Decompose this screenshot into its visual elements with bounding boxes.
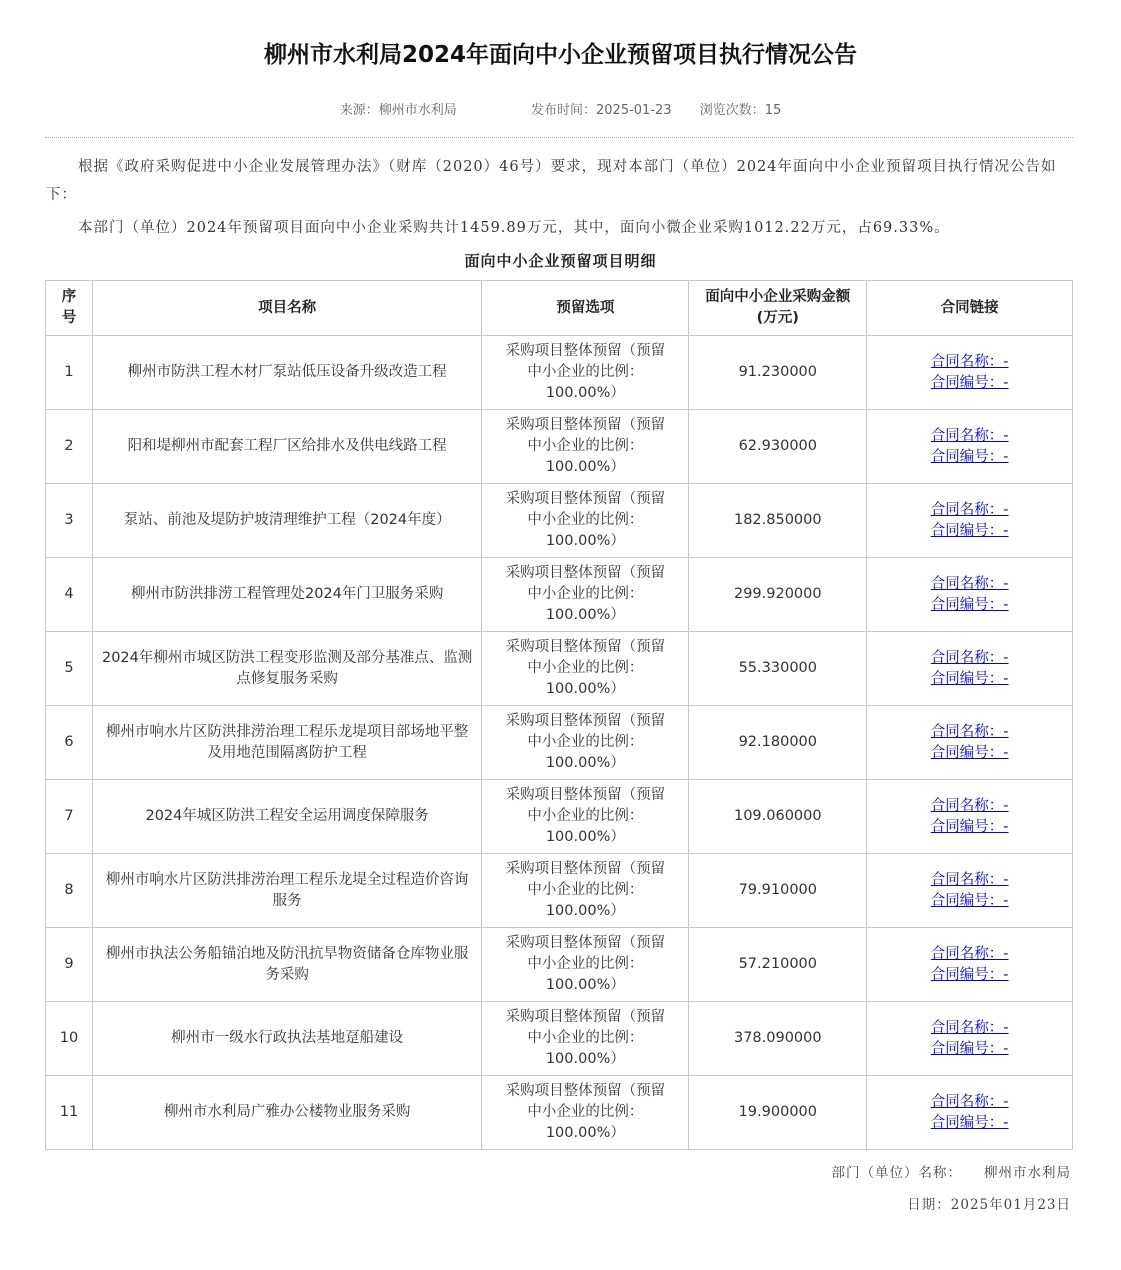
department-signature (832, 1161, 1072, 1181)
row-number: 11 (46, 1076, 93, 1150)
contract-links (867, 706, 1073, 780)
row-number: 3 (46, 484, 93, 558)
publish-time: 发布时间：2025-01-23 (531, 103, 672, 118)
reserve-option-text: 采购项目整体预留（预留中小企业的比例：100.00%） (505, 1083, 666, 1141)
table-row (46, 928, 1073, 1002)
reserve-option-text: 采购项目整体预留（预留中小企业的比例：100.00%） (505, 343, 666, 401)
reserve-option (482, 706, 689, 780)
project-name: 柳州市响水片区防洪排涝治理工程乐龙堤全过程造价咨询服务 (92, 854, 481, 928)
contract-name-link[interactable]: 合同名称：- (930, 723, 1009, 740)
contract-name-link[interactable]: 合同名称：- (930, 1019, 1009, 1036)
contract-name-link[interactable]: 合同名称：- (930, 427, 1009, 444)
contract-links (867, 484, 1073, 558)
contract-number-link[interactable]: 合同编号：- (930, 818, 1009, 835)
contract-number-link[interactable]: 合同编号：- (930, 1114, 1009, 1131)
summary-paragraph: 本部门（单位）2024年预留项目面向中小企业采购共计1459.89万元，其中，面向小微企业采购1012.22万元，占69.33%。 (78, 220, 950, 236)
row-number: 6 (46, 706, 93, 780)
contract-number-link[interactable]: 合同编号：- (930, 374, 1009, 391)
reserve-option (482, 558, 689, 632)
project-name: 柳州市防洪工程木材厂泵站低压设备升级改造工程 (92, 336, 481, 410)
amount: 109.060000 (689, 780, 867, 854)
amount: 182.850000 (689, 484, 867, 558)
contract-name-link[interactable]: 合同名称：- (930, 945, 1009, 962)
contract-links (867, 1076, 1073, 1150)
signature-date: 日期：2025年01月23日 (907, 1197, 1071, 1213)
contract-number-link[interactable]: 合同编号：- (930, 744, 1009, 761)
amount: 378.090000 (689, 1002, 867, 1076)
row-number: 5 (46, 632, 93, 706)
view-count: 浏览次数：15 (699, 103, 782, 118)
reserve-option (482, 780, 689, 854)
project-detail-table (45, 280, 1073, 1150)
amount: 92.180000 (689, 706, 867, 780)
contract-links (867, 928, 1073, 1002)
table-header-row (46, 281, 1073, 336)
header-amount (689, 281, 867, 336)
header-amount-label: 面向中小企业采购金额(万元) (705, 289, 851, 326)
table-row (46, 558, 1073, 632)
reserve-option (482, 336, 689, 410)
reserve-option (482, 1002, 689, 1076)
contract-name-link[interactable]: 合同名称：- (930, 797, 1009, 814)
amount: 299.920000 (689, 558, 867, 632)
project-name: 柳州市防洪排涝工程管理处2024年门卫服务采购 (92, 558, 481, 632)
header-no-label: 序号 (61, 289, 77, 326)
header-reserve-option: 预留选项 (482, 281, 689, 336)
department-label: 部门（单位）名称： (831, 1165, 962, 1181)
contract-number-link[interactable]: 合同编号：- (930, 448, 1009, 465)
intro-paragraph: 根据《政府采购促进中小企业发展管理办法》（财库（2020）46号）要求，现对本部门（单位）2024年面向中小企业预留项目执行情况公告如下： (46, 159, 1057, 203)
header-project-name: 项目名称 (92, 281, 481, 336)
row-number: 7 (46, 780, 93, 854)
row-number: 4 (46, 558, 93, 632)
project-name: 柳州市响水片区防洪排涝治理工程乐龙堤项目部场地平整及用地范围隔离防护工程 (92, 706, 481, 780)
row-number: 2 (46, 410, 93, 484)
reserve-option-text: 采购项目整体预留（预留中小企业的比例：100.00%） (505, 417, 666, 475)
table-row (46, 780, 1073, 854)
table-caption: 面向中小企业预留项目明细 (464, 252, 657, 270)
contract-links (867, 1002, 1073, 1076)
reserve-option-text: 采购项目整体预留（预留中小企业的比例：100.00%） (505, 935, 666, 993)
contract-links (867, 854, 1073, 928)
header-no (46, 281, 93, 336)
header-contract-link: 合同链接 (867, 281, 1073, 336)
row-number: 1 (46, 336, 93, 410)
project-name: 阳和堤柳州市配套工程厂区给排水及供电线路工程 (92, 410, 481, 484)
contract-links (867, 410, 1073, 484)
table-row (46, 336, 1073, 410)
project-name: 泵站、前池及堤防护坡清理维护工程（2024年度） (92, 484, 481, 558)
department-value: 柳州市水利局 (984, 1165, 1071, 1181)
row-number: 10 (46, 1002, 93, 1076)
reserve-option-text: 采购项目整体预留（预留中小企业的比例：100.00%） (505, 565, 666, 623)
contract-name-link[interactable]: 合同名称：- (930, 871, 1009, 888)
reserve-option (482, 484, 689, 558)
divider (45, 137, 1073, 138)
contract-number-link[interactable]: 合同编号：- (930, 1040, 1009, 1057)
reserve-option-text: 采购项目整体预留（预留中小企业的比例：100.00%） (505, 861, 666, 919)
contract-links (867, 336, 1073, 410)
reserve-option-text: 采购项目整体预留（预留中小企业的比例：100.00%） (505, 491, 666, 549)
project-name: 2024年城区防洪工程安全运用调度保障服务 (92, 780, 481, 854)
reserve-option-text: 采购项目整体预留（预留中小企业的比例：100.00%） (505, 787, 666, 845)
contract-links (867, 632, 1073, 706)
contract-number-link[interactable]: 合同编号：- (930, 966, 1009, 983)
contract-number-link[interactable]: 合同编号：- (930, 892, 1009, 909)
reserve-option-text: 采购项目整体预留（预留中小企业的比例：100.00%） (505, 1009, 666, 1067)
amount: 19.900000 (689, 1076, 867, 1150)
table-row (46, 410, 1073, 484)
table-row (46, 854, 1073, 928)
contract-links (867, 780, 1073, 854)
project-name: 柳州市执法公务船锚泊地及防汛抗旱物资储备仓库物业服务采购 (92, 928, 481, 1002)
row-number: 9 (46, 928, 93, 1002)
amount: 57.210000 (689, 928, 867, 1002)
reserve-option (482, 928, 689, 1002)
project-name: 柳州市水利局广雅办公楼物业服务采购 (92, 1076, 481, 1150)
table-row (46, 706, 1073, 780)
reserve-option (482, 854, 689, 928)
contract-links (867, 558, 1073, 632)
amount: 79.910000 (689, 854, 867, 928)
source-label: 来源：柳州市水利局 (339, 103, 457, 118)
project-name: 柳州市一级水行政执法基地趸船建设 (92, 1002, 481, 1076)
amount: 62.930000 (689, 410, 867, 484)
reserve-option (482, 410, 689, 484)
amount: 91.230000 (689, 336, 867, 410)
project-name: 2024年柳州市城区防洪工程变形监测及部分基准点、监测点修复服务采购 (92, 632, 481, 706)
reserve-option-text: 采购项目整体预留（预留中小企业的比例：100.00%） (505, 713, 666, 771)
page-title: 柳州市水利局2024年面向中小企业预留项目执行情况公告 (263, 42, 857, 68)
table-row (46, 1002, 1073, 1076)
table-row (46, 484, 1073, 558)
table-row (46, 632, 1073, 706)
reserve-option (482, 632, 689, 706)
contract-name-link[interactable]: 合同名称：- (930, 649, 1009, 666)
reserve-option-text: 采购项目整体预留（预留中小企业的比例：100.00%） (505, 639, 666, 697)
reserve-option (482, 1076, 689, 1150)
contract-name-link[interactable]: 合同名称：- (930, 1093, 1009, 1110)
contract-name-link[interactable]: 合同名称：- (930, 575, 1009, 592)
amount: 55.330000 (689, 632, 867, 706)
table-row (46, 1076, 1073, 1150)
contract-number-link[interactable]: 合同编号：- (930, 596, 1009, 613)
article-meta (0, 99, 1121, 118)
row-number: 8 (46, 854, 93, 928)
contract-name-link[interactable]: 合同名称：- (930, 353, 1009, 370)
contract-name-link[interactable]: 合同名称：- (930, 501, 1009, 518)
contract-number-link[interactable]: 合同编号：- (930, 522, 1009, 539)
contract-number-link[interactable]: 合同编号：- (930, 670, 1009, 687)
